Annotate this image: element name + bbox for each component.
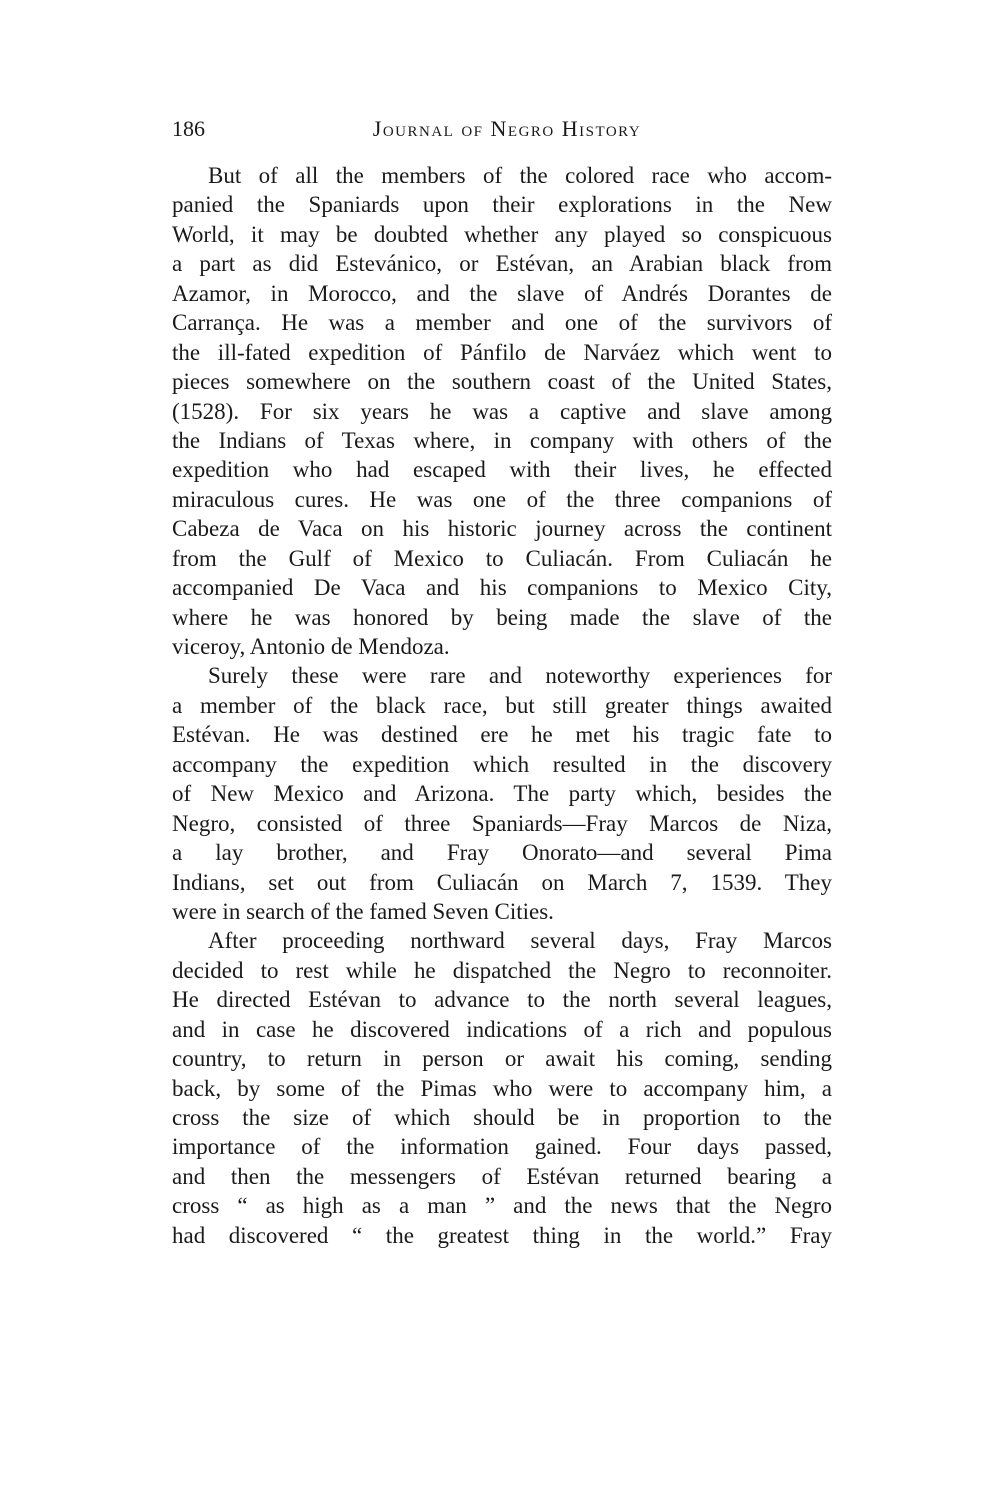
body-text [172,161,832,1250]
page-number: 186 [172,116,205,141]
text-line: Carrança. He was a member and one of the survivors of [172,310,832,336]
text-line: a lay brother, and Fray Onorato—and several Pima [172,840,832,866]
text-line: had discovered “ the greatest thing in the world.” Fray [172,1222,832,1248]
text-line: accompany the expedition which resulted in the discovery [172,751,832,777]
text-line: Azamor, in Morocco, and the slave of Andrés Dorantes de [172,280,832,306]
text-line: and in case he discovered indications of a rich and populous [172,1016,832,1042]
text-line: Cabeza de Vaca on his historic journey across the continent [172,516,832,542]
text-line: back, by some of the Pimas who were to accompany him, a [172,1075,832,1101]
running-head [172,114,832,144]
text-line: (1528). For six years he was a captive and slave among [172,398,832,424]
text-line: Negro, consisted of three Spaniards—Fray Marcos de Niza, [172,810,832,836]
text-line: Estévan. He was destined ere he met his tragic fate to [172,722,832,748]
text-line: a member of the black race, but still greater things awaited [172,692,832,718]
text-line: panied the Spaniards upon their explorations in the New [172,192,832,218]
text-line: accompanied De Vaca and his companions to Mexico City, [172,575,832,601]
text-line: and then the messengers of Estévan returned bearing a [172,1163,832,1189]
text-line: expedition who had escaped with their lives, he effected [172,457,832,483]
text-line: decided to rest while he dispatched the Negro to reconnoiter. [172,957,832,983]
text-line: He directed Estévan to advance to the north several leagues, [172,987,832,1013]
text-line: viceroy, Antonio de Mendoza. [172,634,450,659]
text-line: of New Mexico and Arizona. The party which, besides the [172,781,832,807]
text-line: pieces somewhere on the southern coast of the United States, [172,369,832,395]
text-line: But of all the members of the colored race who accom- [208,163,832,188]
text-line: After proceeding northward several days, Fray Marcos [208,928,832,954]
paragraph-estevanico-intro [172,161,832,661]
text-line: where he was honored by being made the slave of the [172,604,832,630]
text-line: World, it may be doubted whether any played so conspicuous [172,221,832,247]
text-line: the ill-fated expedition of Pánfilo de Narváez which went to [172,339,832,365]
text-line: Indians, set out from Culiacán on March 7, 1539. They [172,869,832,895]
text-line: cross the size of which should be in proportion to the [172,1105,832,1130]
text-line: cross “ as high as a man ” and the news that the Negro [172,1193,832,1219]
text-line: the Indians of Texas where, in company with others of the [172,427,832,453]
journal-title: Journal of Negro History [372,116,642,141]
text-line: were in search of the famed Seven Cities. [172,898,554,924]
text-line: importance of the information gained. Four days passed, [172,1134,832,1160]
paragraph-expedition [172,661,832,926]
text-line: miraculous cures. He was one of the three companions of [172,486,832,512]
text-line: from the Gulf of Mexico to Culiacán. From Culiacán he [172,545,832,571]
text-line: a part as did Estevánico, or Estévan, an Arabian black from [172,251,832,277]
text-line: Surely these were rare and noteworthy experiences for [208,663,832,689]
paragraph-reconnoiter [172,926,832,1250]
text-line: country, to return in person or await his coming, sending [172,1046,832,1072]
